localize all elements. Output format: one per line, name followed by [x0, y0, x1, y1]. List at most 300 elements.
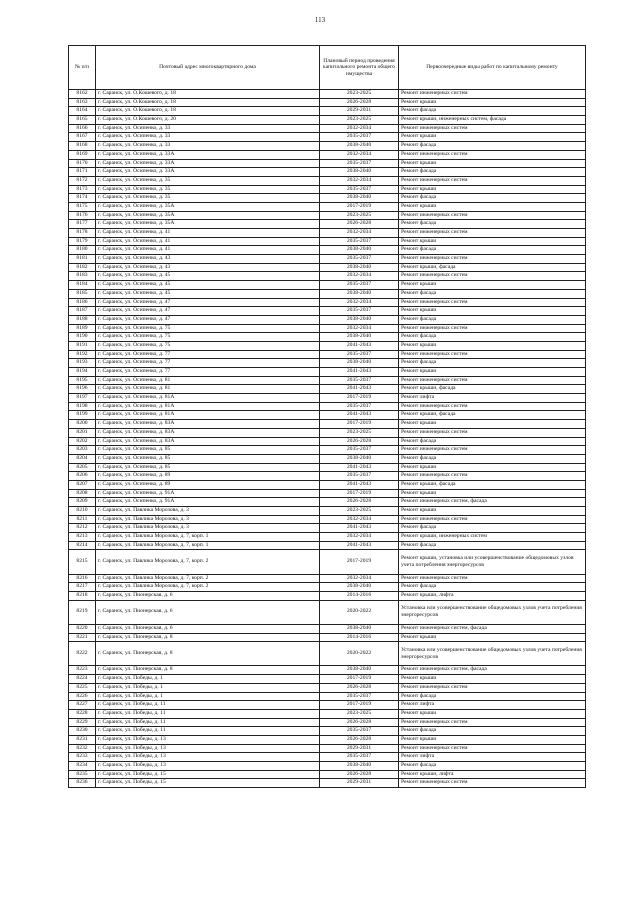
row-number: 8233 [69, 753, 96, 762]
row-works: Ремонт фасада [399, 194, 586, 203]
row-number: 8182 [69, 263, 96, 272]
row-address: г. Саранск, ул. Осипенко, д. 77 [96, 350, 320, 359]
table-row [69, 770, 586, 779]
row-address: г. Саранск, ул. Осипенко, д. 47 [96, 298, 320, 307]
row-works: Ремонт инженерных систем [399, 350, 586, 359]
row-number: 8198 [69, 402, 96, 411]
row-number: 8230 [69, 727, 96, 736]
row-works: Ремонт крыши, лифта [399, 592, 586, 601]
table-row [69, 633, 586, 642]
row-address: г. Саранск, ул. Осипенко, д. 83А [96, 420, 320, 429]
row-address: г. Саранск, ул. Осипенко, д. 85 [96, 463, 320, 472]
row-address: г. Саранск, ул. Павлика Морозова, д. 3 [96, 515, 320, 524]
row-number: 8165 [69, 116, 96, 125]
table-row [69, 692, 586, 701]
row-number: 8226 [69, 692, 96, 701]
table-row [69, 515, 586, 524]
row-works: Ремонт инженерных систем [399, 124, 586, 133]
row-number: 8185 [69, 289, 96, 298]
row-period: 2023-2025 [320, 116, 399, 125]
table-row [69, 463, 586, 472]
table-row [69, 246, 586, 255]
table-row [69, 498, 586, 507]
row-works: Ремонт крыши [399, 341, 586, 350]
row-number: 8186 [69, 298, 96, 307]
row-number: 8178 [69, 229, 96, 238]
row-number: 8208 [69, 489, 96, 498]
row-address: г. Саранск, ул. Осипенко, д. 77 [96, 359, 320, 368]
row-works: Ремонт инженерных систем [399, 472, 586, 481]
row-address: г. Саранск, ул. Осипенко, д. 77 [96, 368, 320, 377]
row-period: 2041-2043 [320, 341, 399, 350]
row-period: 2038-2040 [320, 142, 399, 151]
row-number: 8196 [69, 385, 96, 394]
row-address: г. Саранск, ул. Победы, д. 13 [96, 762, 320, 771]
row-address: г. Саранск, ул. О.Кошевого, д. 18 [96, 107, 320, 116]
header-period: Плановый период проведения капитального ремонта общего имущества [320, 46, 399, 90]
table-row [69, 701, 586, 710]
row-address: г. Саранск, ул. Победы, д. 11 [96, 709, 320, 718]
row-period: 2041-2043 [320, 480, 399, 489]
table-row [69, 229, 586, 238]
row-period: 2035-2037 [320, 133, 399, 142]
table-row [69, 150, 586, 159]
row-period: 2038-2040 [320, 762, 399, 771]
table-row [69, 428, 586, 437]
row-period: 2032-2034 [320, 229, 399, 238]
row-period: 2035-2037 [320, 185, 399, 194]
row-number: 8227 [69, 701, 96, 710]
row-address: г. Саранск, ул. Осипенко, д. 89 [96, 472, 320, 481]
row-period: 2038-2040 [320, 666, 399, 675]
table-row [69, 592, 586, 601]
table-row [69, 341, 586, 350]
row-address: г. Саранск, ул. Победы, д. 15 [96, 770, 320, 779]
row-period: 2041-2043 [320, 463, 399, 472]
table-row [69, 437, 586, 446]
row-number: 8166 [69, 124, 96, 133]
row-period: 2026-2028 [320, 98, 399, 107]
row-address: г. Саранск, ул. Осипенко, д. 81А [96, 394, 320, 403]
table-row [69, 472, 586, 481]
row-address: г. Саранск, ул. Победы, д. 1 [96, 683, 320, 692]
row-works: Ремонт крыши [399, 98, 586, 107]
table-row [69, 675, 586, 684]
row-number: 8184 [69, 281, 96, 290]
row-period: 2026-2028 [320, 498, 399, 507]
row-works: Ремонт фасада [399, 583, 586, 592]
row-works: Ремонт крыши [399, 368, 586, 377]
table-row [69, 624, 586, 633]
row-works: Ремонт крыши [399, 633, 586, 642]
row-period: 2032-2034 [320, 272, 399, 281]
row-address: г. Саранск, ул. О.Кошевого, д. 18 [96, 90, 320, 99]
row-period: 2020-2022 [320, 642, 399, 666]
row-period: 2023-2025 [320, 507, 399, 516]
row-address: г. Саранск, ул. Павлика Морозова, д. 3 [96, 524, 320, 533]
row-period: 2032-2034 [320, 150, 399, 159]
row-period: 2029-2031 [320, 779, 399, 788]
row-address: г. Саранск, ул. Осипенко, д. 81 [96, 385, 320, 394]
row-number: 8193 [69, 359, 96, 368]
row-number: 8191 [69, 341, 96, 350]
row-period: 2038-2040 [320, 333, 399, 342]
row-address: г. Саранск, ул. Победы, д. 11 [96, 727, 320, 736]
row-period: 2041-2043 [320, 385, 399, 394]
row-works: Ремонт фасада [399, 142, 586, 151]
row-works: Ремонт крыши, инженерных систем, фасада [399, 116, 586, 125]
row-period: 2038-2040 [320, 194, 399, 203]
table-row [69, 489, 586, 498]
row-address: г. Саранск, ул. Осипенко, д. 33А [96, 150, 320, 159]
table-row [69, 211, 586, 220]
row-works: Ремонт инженерных систем [399, 779, 586, 788]
row-works: Ремонт крыши [399, 159, 586, 168]
row-number: 8218 [69, 592, 96, 601]
table-row [69, 168, 586, 177]
row-address: г. Саранск, ул. Осипенко, д. 83А [96, 437, 320, 446]
row-works: Ремонт инженерных систем, фасада [399, 624, 586, 633]
row-number: 8235 [69, 770, 96, 779]
row-period: 2035-2037 [320, 281, 399, 290]
row-works: Ремонт крыши [399, 185, 586, 194]
row-number: 8194 [69, 368, 96, 377]
row-works: Ремонт крыши, лифта [399, 770, 586, 779]
row-address: г. Саранск, ул. Осипенко, д. 75 [96, 333, 320, 342]
table-row [69, 107, 586, 116]
row-period: 2035-2037 [320, 472, 399, 481]
row-works: Ремонт фасада [399, 359, 586, 368]
row-number: 8221 [69, 633, 96, 642]
row-works: Ремонт фасада [399, 762, 586, 771]
row-period: 2032-2034 [320, 298, 399, 307]
row-number: 8203 [69, 446, 96, 455]
row-address: г. Саранск, ул. Осипенко, д. 45 [96, 281, 320, 290]
row-period: 2032-2034 [320, 515, 399, 524]
row-number: 8213 [69, 533, 96, 542]
row-works: Ремонт инженерных систем, фасада [399, 498, 586, 507]
row-works: Ремонт фасада [399, 541, 586, 550]
row-address: г. Саранск, ул. Осипенко, д. 91А [96, 498, 320, 507]
row-works: Ремонт фасада [399, 289, 586, 298]
table-row [69, 324, 586, 333]
row-works: Ремонт инженерных систем [399, 376, 586, 385]
table-row [69, 666, 586, 675]
row-period: 2032-2034 [320, 176, 399, 185]
row-number: 8202 [69, 437, 96, 446]
table-row [69, 507, 586, 516]
row-period: 2026-2028 [320, 770, 399, 779]
table-row [69, 642, 586, 666]
row-period: 2038-2040 [320, 454, 399, 463]
row-works: Ремонт крыши [399, 489, 586, 498]
row-number: 8206 [69, 472, 96, 481]
table-row [69, 194, 586, 203]
row-number: 8188 [69, 315, 96, 324]
row-number: 8232 [69, 744, 96, 753]
table-row [69, 350, 586, 359]
row-address: г. Саранск, ул. Осипенко, д. 41 [96, 229, 320, 238]
row-works: Ремонт крыши [399, 420, 586, 429]
row-address: г. Саранск, ул. Победы, д. 15 [96, 779, 320, 788]
row-number: 8164 [69, 107, 96, 116]
row-address: г. Саранск, ул. Осипенко, д. 43 [96, 263, 320, 272]
row-number: 8192 [69, 350, 96, 359]
row-number: 8223 [69, 666, 96, 675]
row-address: г. Саранск, ул. Осипенко, д. 75 [96, 341, 320, 350]
row-address: г. Саранск, ул. Осипенко, д. 43 [96, 255, 320, 264]
row-address: г. Саранск, ул. Пионерская, д. 8 [96, 666, 320, 675]
table-row [69, 420, 586, 429]
row-works: Ремонт крыши [399, 507, 586, 516]
row-number: 8170 [69, 159, 96, 168]
row-works: Ремонт крыши [399, 237, 586, 246]
table-row [69, 735, 586, 744]
row-address: г. Саранск, ул. Пионерская, д. 8 [96, 642, 320, 666]
row-number: 8217 [69, 583, 96, 592]
table-row [69, 333, 586, 342]
row-period: 2017-2019 [320, 394, 399, 403]
row-period: 2014-2016 [320, 592, 399, 601]
table-row [69, 727, 586, 736]
row-address: г. Саранск, ул. Осипенко, д. 41 [96, 237, 320, 246]
row-address: г. Саранск, ул. Пионерская, д. 8 [96, 633, 320, 642]
row-period: 2038-2040 [320, 168, 399, 177]
row-period: 2017-2019 [320, 202, 399, 211]
table-row [69, 202, 586, 211]
row-address: г. Саранск, ул. Осипенко, д. 33 [96, 124, 320, 133]
row-address: г. Саранск, ул. Павлика Морозова, д. 7, корп. 2 [96, 574, 320, 583]
row-number: 8187 [69, 307, 96, 316]
table-row [69, 98, 586, 107]
row-number: 8207 [69, 480, 96, 489]
row-address: г. Саранск, ул. Осипенко, д. 45 [96, 289, 320, 298]
table-row [69, 272, 586, 281]
row-works: Ремонт крыши, фасада [399, 385, 586, 394]
row-number: 8172 [69, 176, 96, 185]
row-number: 8195 [69, 376, 96, 385]
row-period: 2041-2043 [320, 411, 399, 420]
row-address: г. Саранск, ул. Осипенко, д. 35А [96, 211, 320, 220]
row-number: 8201 [69, 428, 96, 437]
row-number: 8169 [69, 150, 96, 159]
row-number: 8180 [69, 246, 96, 255]
row-address: г. Саранск, ул. Осипенко, д. 41 [96, 246, 320, 255]
row-number: 8222 [69, 642, 96, 666]
row-address: г. Саранск, ул. Павлика Морозова, д. 7, корп. 2 [96, 583, 320, 592]
row-period: 2035-2037 [320, 446, 399, 455]
row-period: 2032-2034 [320, 574, 399, 583]
row-period: 2026-2028 [320, 735, 399, 744]
row-works: Ремонт крыши [399, 133, 586, 142]
row-works: Ремонт крыши [399, 281, 586, 290]
row-works: Ремонт фасада [399, 168, 586, 177]
row-works: Ремонт инженерных систем [399, 298, 586, 307]
row-number: 8215 [69, 550, 96, 574]
table-row [69, 744, 586, 753]
table-row [69, 574, 586, 583]
row-address: г. Саранск, ул. Осипенко, д. 33А [96, 159, 320, 168]
row-number: 8171 [69, 168, 96, 177]
row-works: Ремонт инженерных систем, фасада [399, 666, 586, 675]
row-works: Ремонт инженерных систем [399, 744, 586, 753]
row-number: 8179 [69, 237, 96, 246]
row-period: 2017-2019 [320, 420, 399, 429]
row-address: г. Саранск, ул. Осипенко, д. 35 [96, 194, 320, 203]
row-period: 2023-2025 [320, 90, 399, 99]
row-works: Ремонт лифта [399, 753, 586, 762]
table-row [69, 480, 586, 489]
row-period: 2032-2034 [320, 533, 399, 542]
row-address: г. Саранск, ул. Осипенко, д. 45 [96, 272, 320, 281]
row-works: Ремонт инженерных систем [399, 574, 586, 583]
row-address: г. Саранск, ул. Павлика Морозова, д. 7, корп. 1 [96, 541, 320, 550]
row-works: Ремонт крыши [399, 202, 586, 211]
row-period: 2038-2040 [320, 583, 399, 592]
row-number: 8190 [69, 333, 96, 342]
row-number: 8228 [69, 709, 96, 718]
row-address: г. Саранск, ул. Победы, д. 13 [96, 753, 320, 762]
row-address: г. Саранск, ул. Павлика Морозова, д. 3 [96, 507, 320, 516]
row-address: г. Саранск, ул. Осипенко, д. 35 [96, 176, 320, 185]
row-works: Ремонт крыши [399, 307, 586, 316]
row-period: 2014-2016 [320, 633, 399, 642]
row-number: 8200 [69, 420, 96, 429]
table-row [69, 298, 586, 307]
page-number: 113 [314, 16, 326, 24]
row-period: 2026-2028 [320, 437, 399, 446]
row-works: Ремонт инженерных систем [399, 229, 586, 238]
row-address: г. Саранск, ул. Осипенко, д. 85 [96, 454, 320, 463]
row-works: Ремонт инженерных систем [399, 446, 586, 455]
row-number: 8224 [69, 675, 96, 684]
table-row [69, 753, 586, 762]
row-period: 2035-2037 [320, 350, 399, 359]
row-period: 2035-2037 [320, 376, 399, 385]
row-works: Ремонт инженерных систем [399, 718, 586, 727]
table-row [69, 255, 586, 264]
table-row [69, 220, 586, 229]
row-period: 2026-2028 [320, 718, 399, 727]
row-works: Ремонт инженерных систем [399, 272, 586, 281]
row-works: Ремонт инженерных систем [399, 683, 586, 692]
row-address: г. Саранск, ул. Осипенко, д. 81 [96, 376, 320, 385]
table-row [69, 411, 586, 420]
row-period: 2038-2040 [320, 624, 399, 633]
row-number: 8175 [69, 202, 96, 211]
table-row [69, 116, 586, 125]
table-row [69, 402, 586, 411]
row-period: 2017-2019 [320, 489, 399, 498]
row-address: г. Саранск, ул. Осипенко, д. 33 [96, 142, 320, 151]
row-address: г. Саранск, ул. О.Кошевого, д. 18 [96, 98, 320, 107]
row-period: 2038-2040 [320, 289, 399, 298]
row-address: г. Саранск, ул. Осипенко, д. 35 [96, 185, 320, 194]
row-number: 8209 [69, 498, 96, 507]
row-period: 2035-2037 [320, 307, 399, 316]
row-works: Ремонт инженерных систем [399, 515, 586, 524]
row-works: Ремонт крыши, фасада [399, 411, 586, 420]
row-period: 2029-2031 [320, 744, 399, 753]
row-works: Ремонт лифта [399, 394, 586, 403]
row-works: Ремонт инженерных систем [399, 324, 586, 333]
row-period: 2035-2037 [320, 255, 399, 264]
row-works: Ремонт инженерных систем [399, 176, 586, 185]
row-period: 2017-2019 [320, 675, 399, 684]
header-address: Почтовый адрес многоквартирного дома [96, 46, 320, 90]
row-works: Ремонт крыши, установка или усовершенствование общедомовых узлов учета потребления энергоресурсов [399, 550, 586, 574]
row-address: г. Саранск, ул. Осипенко, д. 85 [96, 446, 320, 455]
row-number: 8236 [69, 779, 96, 788]
row-number: 8216 [69, 574, 96, 583]
row-number: 8197 [69, 394, 96, 403]
table-header [69, 46, 586, 90]
row-number: 8174 [69, 194, 96, 203]
row-address: г. Саранск, ул. Осипенко, д. 81А [96, 411, 320, 420]
table-row [69, 718, 586, 727]
row-address: г. Саранск, ул. Пионерская, д. 6 [96, 592, 320, 601]
row-number: 8163 [69, 98, 96, 107]
table-row [69, 142, 586, 151]
row-address: г. Саранск, ул. Осипенко, д. 47 [96, 307, 320, 316]
row-works: Ремонт фасада [399, 333, 586, 342]
row-works: Ремонт фасада [399, 315, 586, 324]
table-row [69, 133, 586, 142]
row-works: Ремонт инженерных систем [399, 90, 586, 99]
row-period: 2035-2037 [320, 753, 399, 762]
row-number: 8229 [69, 718, 96, 727]
row-works: Ремонт крыши, инженерных систем [399, 533, 586, 542]
table-row [69, 524, 586, 533]
row-works: Ремонт инженерных систем [399, 428, 586, 437]
row-works: Ремонт фасада [399, 524, 586, 533]
row-works: Ремонт инженерных систем [399, 150, 586, 159]
row-period: 2038-2040 [320, 315, 399, 324]
row-period: 2038-2040 [320, 359, 399, 368]
table-row [69, 600, 586, 624]
row-address: г. Саранск, ул. Победы, д. 13 [96, 735, 320, 744]
table-row [69, 281, 586, 290]
row-period: 2029-2031 [320, 107, 399, 116]
table-row [69, 583, 586, 592]
row-works: Ремонт фасада [399, 727, 586, 736]
row-period: 2038-2040 [320, 246, 399, 255]
row-address: г. Саранск, ул. Осипенко, д. 89 [96, 480, 320, 489]
row-address: г. Саранск, ул. Победы, д. 1 [96, 675, 320, 684]
row-period: 2035-2037 [320, 727, 399, 736]
row-address: г. Саранск, ул. Победы, д. 1 [96, 692, 320, 701]
table-row [69, 683, 586, 692]
row-works: Ремонт инженерных систем [399, 211, 586, 220]
table-row [69, 762, 586, 771]
row-address: г. Саранск, ул. Осипенко, д. 33А [96, 168, 320, 177]
header-works: Первоочередные виды работ по капитальному ремонту [399, 46, 586, 90]
row-number: 8162 [69, 90, 96, 99]
row-address: г. Саранск, ул. Осипенко, д. 33 [96, 133, 320, 142]
row-number: 8189 [69, 324, 96, 333]
row-works: Ремонт фасада [399, 454, 586, 463]
row-works: Ремонт крыши, фасада [399, 480, 586, 489]
row-period: 2041-2043 [320, 524, 399, 533]
row-works: Ремонт лифта [399, 701, 586, 710]
row-works: Ремонт инженерных систем [399, 402, 586, 411]
row-number: 8220 [69, 624, 96, 633]
table-row [69, 315, 586, 324]
row-number: 8181 [69, 255, 96, 264]
row-address: г. Саранск, ул. Осипенко, д. 35А [96, 220, 320, 229]
row-address: г. Саранск, ул. Осипенко, д. 91А [96, 489, 320, 498]
row-number: 8173 [69, 185, 96, 194]
